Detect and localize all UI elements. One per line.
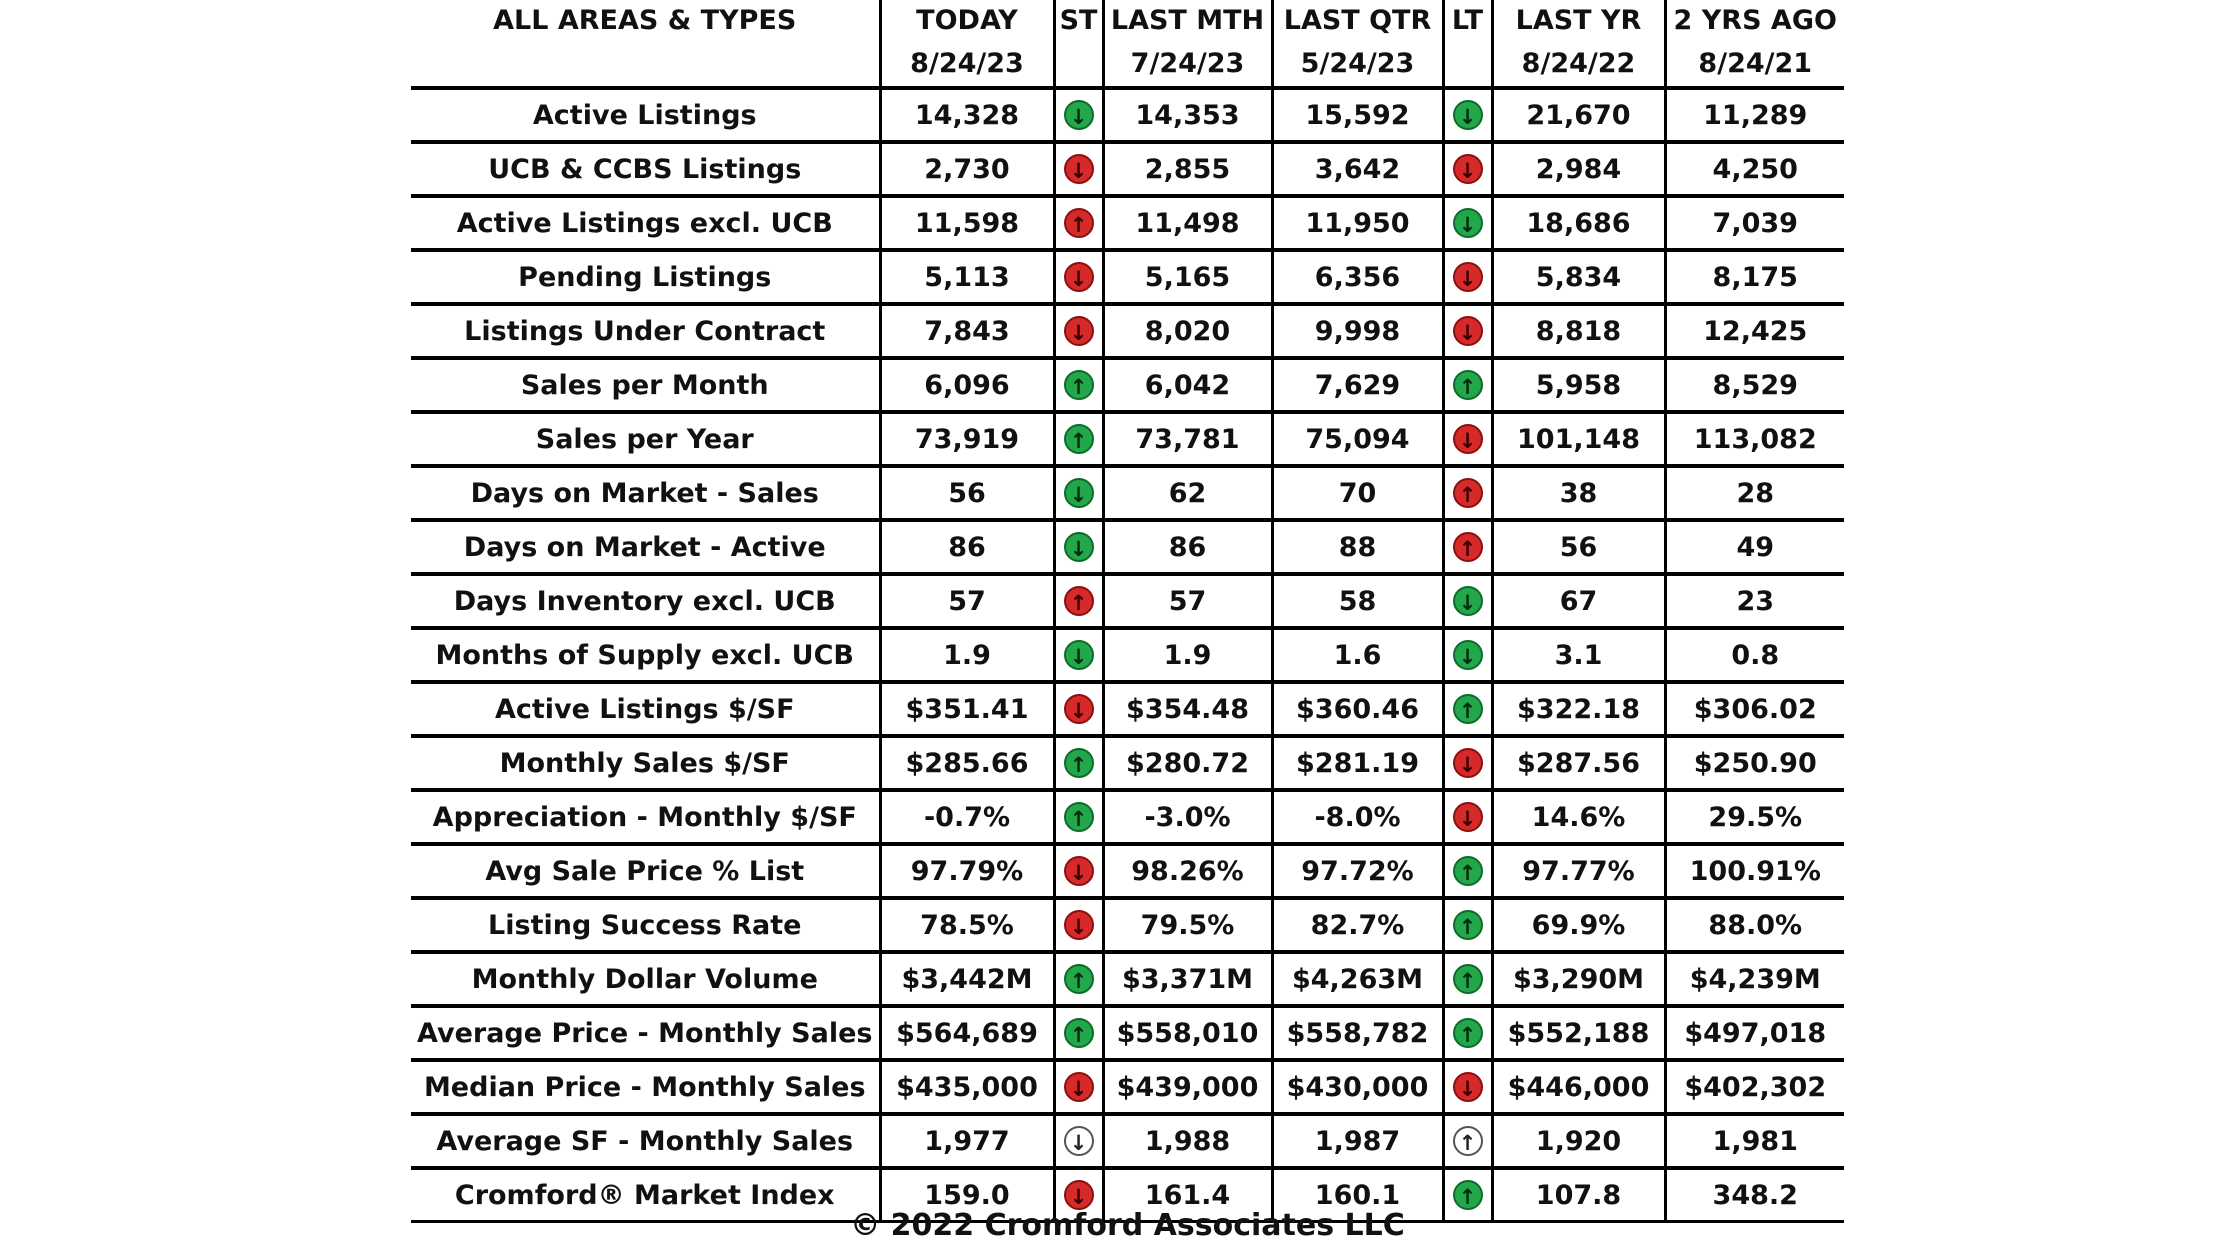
last-mth-value: 8,020 <box>1103 304 1272 358</box>
lt-indicator <box>1443 466 1492 520</box>
arrow-up-icon: ↑ <box>1064 748 1094 778</box>
st-indicator <box>1054 196 1103 250</box>
last-qtr-value: -8.0% <box>1272 790 1443 844</box>
arrow-up-icon: ↑ <box>1064 586 1094 616</box>
arrow-down-icon: ↓ <box>1453 262 1483 292</box>
last-mth-value: $354.48 <box>1103 682 1272 736</box>
table-row <box>411 250 1844 304</box>
header-lt: LT <box>1443 0 1492 88</box>
arrow-down-icon: ↓ <box>1064 100 1094 130</box>
last-qtr-value: $281.19 <box>1272 736 1443 790</box>
arrow-up-icon: ↑ <box>1453 964 1483 994</box>
arrow-down-icon: ↓ <box>1064 640 1094 670</box>
last-yr-value: 38 <box>1492 466 1665 520</box>
last-qtr-value: 97.72% <box>1272 844 1443 898</box>
header-st: ST <box>1054 0 1103 88</box>
last-yr-value: $287.56 <box>1492 736 1665 790</box>
header-today <box>880 0 1054 88</box>
market-summary <box>411 0 1844 1223</box>
arrow-down-icon: ↓ <box>1453 802 1483 832</box>
last-mth-value: $3,371M <box>1103 952 1272 1006</box>
row-label: Monthly Dollar Volume <box>411 952 880 1006</box>
last-yr-value: 69.9% <box>1492 898 1665 952</box>
header-last-yr <box>1492 0 1665 88</box>
st-indicator <box>1054 520 1103 574</box>
last-yr-value: $552,188 <box>1492 1006 1665 1060</box>
today-value: $285.66 <box>880 736 1054 790</box>
row-label: Sales per Year <box>411 412 880 466</box>
arrow-up-icon: ↑ <box>1453 370 1483 400</box>
last-yr-value: 18,686 <box>1492 196 1665 250</box>
two-yrs-value: 8,175 <box>1665 250 1844 304</box>
last-qtr-value: $558,782 <box>1272 1006 1443 1060</box>
header-last-mth <box>1103 0 1272 88</box>
last-mth-value: 14,353 <box>1103 88 1272 142</box>
today-value: 78.5% <box>880 898 1054 952</box>
arrow-up-icon: ↑ <box>1064 370 1094 400</box>
header-last-qtr-label: LAST QTR <box>1283 5 1432 36</box>
arrow-down-icon: ↓ <box>1453 208 1483 238</box>
market-stats-table <box>411 0 1844 1223</box>
arrow-down-icon: ↓ <box>1064 1126 1094 1156</box>
header-last-yr-label: LAST YR <box>1515 5 1642 36</box>
two-yrs-value: $402,302 <box>1665 1060 1844 1114</box>
two-yrs-value: $250.90 <box>1665 736 1844 790</box>
header-row <box>411 0 1844 88</box>
header-2-yrs-ago <box>1665 0 1844 88</box>
arrow-down-icon: ↓ <box>1064 262 1094 292</box>
table-row <box>411 574 1844 628</box>
last-mth-value: 161.4 <box>1103 1168 1272 1222</box>
two-yrs-value: 29.5% <box>1665 790 1844 844</box>
lt-indicator <box>1443 1114 1492 1168</box>
today-value: $435,000 <box>880 1060 1054 1114</box>
last-qtr-value: 3,642 <box>1272 142 1443 196</box>
st-indicator <box>1054 952 1103 1006</box>
two-yrs-value: 4,250 <box>1665 142 1844 196</box>
last-mth-value: 1.9 <box>1103 628 1272 682</box>
today-value: $3,442M <box>880 952 1054 1006</box>
table-row <box>411 1060 1844 1114</box>
table-row <box>411 466 1844 520</box>
lt-indicator <box>1443 358 1492 412</box>
arrow-up-icon: ↑ <box>1064 964 1094 994</box>
lt-indicator <box>1443 682 1492 736</box>
two-yrs-value: 49 <box>1665 520 1844 574</box>
today-value: 57 <box>880 574 1054 628</box>
table-row <box>411 88 1844 142</box>
table-row <box>411 898 1844 952</box>
last-qtr-value: 70 <box>1272 466 1443 520</box>
last-mth-value: 73,781 <box>1103 412 1272 466</box>
lt-indicator <box>1443 196 1492 250</box>
today-value: 97.79% <box>880 844 1054 898</box>
header-today-date: 8/24/23 <box>910 48 1024 79</box>
st-indicator <box>1054 790 1103 844</box>
last-qtr-value: 6,356 <box>1272 250 1443 304</box>
last-qtr-value: 7,629 <box>1272 358 1443 412</box>
row-label: Active Listings $/SF <box>411 682 880 736</box>
arrow-down-icon: ↓ <box>1064 1072 1094 1102</box>
last-mth-value: 79.5% <box>1103 898 1272 952</box>
table-row <box>411 1006 1844 1060</box>
arrow-down-icon: ↓ <box>1064 910 1094 940</box>
header-last-mth-date: 7/24/23 <box>1130 48 1245 79</box>
last-yr-value: 2,984 <box>1492 142 1665 196</box>
two-yrs-value: 23 <box>1665 574 1844 628</box>
last-qtr-value: 75,094 <box>1272 412 1443 466</box>
table-row <box>411 790 1844 844</box>
lt-indicator <box>1443 304 1492 358</box>
arrow-down-icon: ↓ <box>1453 316 1483 346</box>
today-value: -0.7% <box>880 790 1054 844</box>
last-yr-value: 5,834 <box>1492 250 1665 304</box>
st-indicator <box>1054 412 1103 466</box>
today-value: 56 <box>880 466 1054 520</box>
last-yr-value: 8,818 <box>1492 304 1665 358</box>
arrow-down-icon: ↓ <box>1453 1072 1483 1102</box>
row-label: Sales per Month <box>411 358 880 412</box>
header-last-qtr <box>1272 0 1443 88</box>
row-label: UCB & CCBS Listings <box>411 142 880 196</box>
last-qtr-value: 11,950 <box>1272 196 1443 250</box>
two-yrs-value: 28 <box>1665 466 1844 520</box>
last-mth-value: 86 <box>1103 520 1272 574</box>
header-last-mth-label: LAST MTH <box>1110 5 1265 36</box>
arrow-up-icon: ↑ <box>1453 532 1483 562</box>
two-yrs-value: $497,018 <box>1665 1006 1844 1060</box>
last-qtr-value: $4,263M <box>1272 952 1443 1006</box>
row-label: Pending Listings <box>411 250 880 304</box>
two-yrs-value: 11,289 <box>1665 88 1844 142</box>
table-row <box>411 142 1844 196</box>
row-label: Months of Supply excl. UCB <box>411 628 880 682</box>
st-indicator <box>1054 1114 1103 1168</box>
today-value: 14,328 <box>880 88 1054 142</box>
row-label: Average SF - Monthly Sales <box>411 1114 880 1168</box>
header-2-yrs-ago-label: 2 YRS AGO <box>1673 5 1837 36</box>
last-qtr-value: $360.46 <box>1272 682 1443 736</box>
last-yr-value: 56 <box>1492 520 1665 574</box>
arrow-up-icon: ↑ <box>1453 1180 1483 1210</box>
two-yrs-value: 1,981 <box>1665 1114 1844 1168</box>
header-last-yr-date: 8/24/22 <box>1521 48 1636 79</box>
today-value: $564,689 <box>880 1006 1054 1060</box>
last-yr-value: 5,958 <box>1492 358 1665 412</box>
table-row <box>411 520 1844 574</box>
last-mth-value: $280.72 <box>1103 736 1272 790</box>
last-qtr-value: 1.6 <box>1272 628 1443 682</box>
last-mth-value: 57 <box>1103 574 1272 628</box>
arrow-down-icon: ↓ <box>1064 694 1094 724</box>
st-indicator <box>1054 358 1103 412</box>
row-label: Monthly Sales $/SF <box>411 736 880 790</box>
last-qtr-value: 82.7% <box>1272 898 1443 952</box>
row-label: Cromford® Market Index <box>411 1168 880 1222</box>
last-yr-value: 14.6% <box>1492 790 1665 844</box>
row-label: Days Inventory excl. UCB <box>411 574 880 628</box>
header-last-qtr-date: 5/24/23 <box>1300 48 1415 79</box>
lt-indicator <box>1443 790 1492 844</box>
st-indicator <box>1054 466 1103 520</box>
st-indicator <box>1054 682 1103 736</box>
today-value: 5,113 <box>880 250 1054 304</box>
arrow-up-icon: ↑ <box>1453 910 1483 940</box>
lt-indicator <box>1443 952 1492 1006</box>
st-indicator <box>1054 88 1103 142</box>
arrow-up-icon: ↑ <box>1453 694 1483 724</box>
lt-indicator <box>1443 736 1492 790</box>
st-indicator <box>1054 1060 1103 1114</box>
table-row <box>411 952 1844 1006</box>
lt-indicator <box>1443 412 1492 466</box>
lt-indicator <box>1443 898 1492 952</box>
last-mth-value: 5,165 <box>1103 250 1272 304</box>
st-indicator <box>1054 250 1103 304</box>
two-yrs-value: 348.2 <box>1665 1168 1844 1222</box>
table-row <box>411 358 1844 412</box>
table-row <box>411 682 1844 736</box>
last-yr-value: $322.18 <box>1492 682 1665 736</box>
two-yrs-value: $4,239M <box>1665 952 1844 1006</box>
last-mth-value: $558,010 <box>1103 1006 1272 1060</box>
today-value: 1,977 <box>880 1114 1054 1168</box>
today-value: 7,843 <box>880 304 1054 358</box>
arrow-down-icon: ↓ <box>1064 154 1094 184</box>
last-mth-value: -3.0% <box>1103 790 1272 844</box>
last-mth-value: 6,042 <box>1103 358 1272 412</box>
arrow-down-icon: ↓ <box>1064 856 1094 886</box>
row-label: Listings Under Contract <box>411 304 880 358</box>
table-row <box>411 412 1844 466</box>
header-all-areas: ALL AREAS & TYPES <box>411 0 880 88</box>
row-label: Active Listings excl. UCB <box>411 196 880 250</box>
two-yrs-value: 0.8 <box>1665 628 1844 682</box>
last-mth-value: 2,855 <box>1103 142 1272 196</box>
arrow-up-icon: ↑ <box>1064 424 1094 454</box>
last-yr-value: 101,148 <box>1492 412 1665 466</box>
table-row <box>411 844 1844 898</box>
last-qtr-value: 88 <box>1272 520 1443 574</box>
lt-indicator <box>1443 844 1492 898</box>
today-value: 2,730 <box>880 142 1054 196</box>
last-yr-value: 3.1 <box>1492 628 1665 682</box>
last-qtr-value: 15,592 <box>1272 88 1443 142</box>
today-value: $351.41 <box>880 682 1054 736</box>
two-yrs-value: 12,425 <box>1665 304 1844 358</box>
table-row <box>411 1114 1844 1168</box>
st-indicator <box>1054 736 1103 790</box>
arrow-down-icon: ↓ <box>1453 640 1483 670</box>
arrow-up-icon: ↑ <box>1064 802 1094 832</box>
last-yr-value: 67 <box>1492 574 1665 628</box>
row-label: Days on Market - Sales <box>411 466 880 520</box>
arrow-up-icon: ↑ <box>1064 1018 1094 1048</box>
last-mth-value: 98.26% <box>1103 844 1272 898</box>
arrow-up-icon: ↑ <box>1453 1018 1483 1048</box>
arrow-up-icon: ↑ <box>1453 478 1483 508</box>
arrow-down-icon: ↓ <box>1453 586 1483 616</box>
today-value: 86 <box>880 520 1054 574</box>
two-yrs-value: 88.0% <box>1665 898 1844 952</box>
row-label: Active Listings <box>411 88 880 142</box>
row-label: Median Price - Monthly Sales <box>411 1060 880 1114</box>
table-row <box>411 736 1844 790</box>
today-value: 73,919 <box>880 412 1054 466</box>
lt-indicator <box>1443 88 1492 142</box>
today-value: 159.0 <box>880 1168 1054 1222</box>
arrow-down-icon: ↓ <box>1453 100 1483 130</box>
lt-indicator <box>1443 628 1492 682</box>
header-today-label: TODAY <box>916 5 1018 36</box>
lt-indicator <box>1443 1060 1492 1114</box>
last-qtr-value: 1,987 <box>1272 1114 1443 1168</box>
last-yr-value: 1,920 <box>1492 1114 1665 1168</box>
row-label: Avg Sale Price % List <box>411 844 880 898</box>
two-yrs-value: 100.91% <box>1665 844 1844 898</box>
last-qtr-value: $430,000 <box>1272 1060 1443 1114</box>
table-row <box>411 628 1844 682</box>
arrow-down-icon: ↓ <box>1064 1180 1094 1210</box>
lt-indicator <box>1443 1006 1492 1060</box>
two-yrs-value: $306.02 <box>1665 682 1844 736</box>
row-label: Average Price - Monthly Sales <box>411 1006 880 1060</box>
last-mth-value: 62 <box>1103 466 1272 520</box>
st-indicator <box>1054 574 1103 628</box>
arrow-down-icon: ↓ <box>1064 316 1094 346</box>
st-indicator <box>1054 898 1103 952</box>
last-yr-value: $3,290M <box>1492 952 1665 1006</box>
today-value: 1.9 <box>880 628 1054 682</box>
st-indicator <box>1054 304 1103 358</box>
last-qtr-value: 58 <box>1272 574 1443 628</box>
st-indicator <box>1054 628 1103 682</box>
st-indicator <box>1054 1006 1103 1060</box>
two-yrs-value: 113,082 <box>1665 412 1844 466</box>
two-yrs-value: 8,529 <box>1665 358 1844 412</box>
lt-indicator <box>1443 142 1492 196</box>
table-row <box>411 196 1844 250</box>
last-yr-value: $446,000 <box>1492 1060 1665 1114</box>
last-yr-value: 21,670 <box>1492 88 1665 142</box>
row-label: Appreciation - Monthly $/SF <box>411 790 880 844</box>
last-qtr-value: 9,998 <box>1272 304 1443 358</box>
arrow-down-icon: ↓ <box>1453 424 1483 454</box>
arrow-down-icon: ↓ <box>1064 478 1094 508</box>
last-yr-value: 97.77% <box>1492 844 1665 898</box>
row-label: Days on Market - Active <box>411 520 880 574</box>
last-mth-value: 11,498 <box>1103 196 1272 250</box>
arrow-up-icon: ↑ <box>1064 208 1094 238</box>
last-qtr-value: 160.1 <box>1272 1168 1443 1222</box>
arrow-up-icon: ↑ <box>1453 1126 1483 1156</box>
lt-indicator <box>1443 520 1492 574</box>
today-value: 6,096 <box>880 358 1054 412</box>
last-mth-value: 1,988 <box>1103 1114 1272 1168</box>
arrow-up-icon: ↑ <box>1453 856 1483 886</box>
today-value: 11,598 <box>880 196 1054 250</box>
lt-indicator <box>1443 574 1492 628</box>
last-mth-value: $439,000 <box>1103 1060 1272 1114</box>
last-yr-value: 107.8 <box>1492 1168 1665 1222</box>
lt-indicator <box>1443 250 1492 304</box>
copyright-footer: © 2022 Cromford Associates LLC <box>850 1208 1405 1243</box>
header-2-yrs-ago-date: 8/24/21 <box>1698 48 1813 79</box>
two-yrs-value: 7,039 <box>1665 196 1844 250</box>
st-indicator <box>1054 142 1103 196</box>
table-row <box>411 304 1844 358</box>
arrow-down-icon: ↓ <box>1064 532 1094 562</box>
st-indicator <box>1054 844 1103 898</box>
arrow-down-icon: ↓ <box>1453 154 1483 184</box>
arrow-down-icon: ↓ <box>1453 748 1483 778</box>
row-label: Listing Success Rate <box>411 898 880 952</box>
